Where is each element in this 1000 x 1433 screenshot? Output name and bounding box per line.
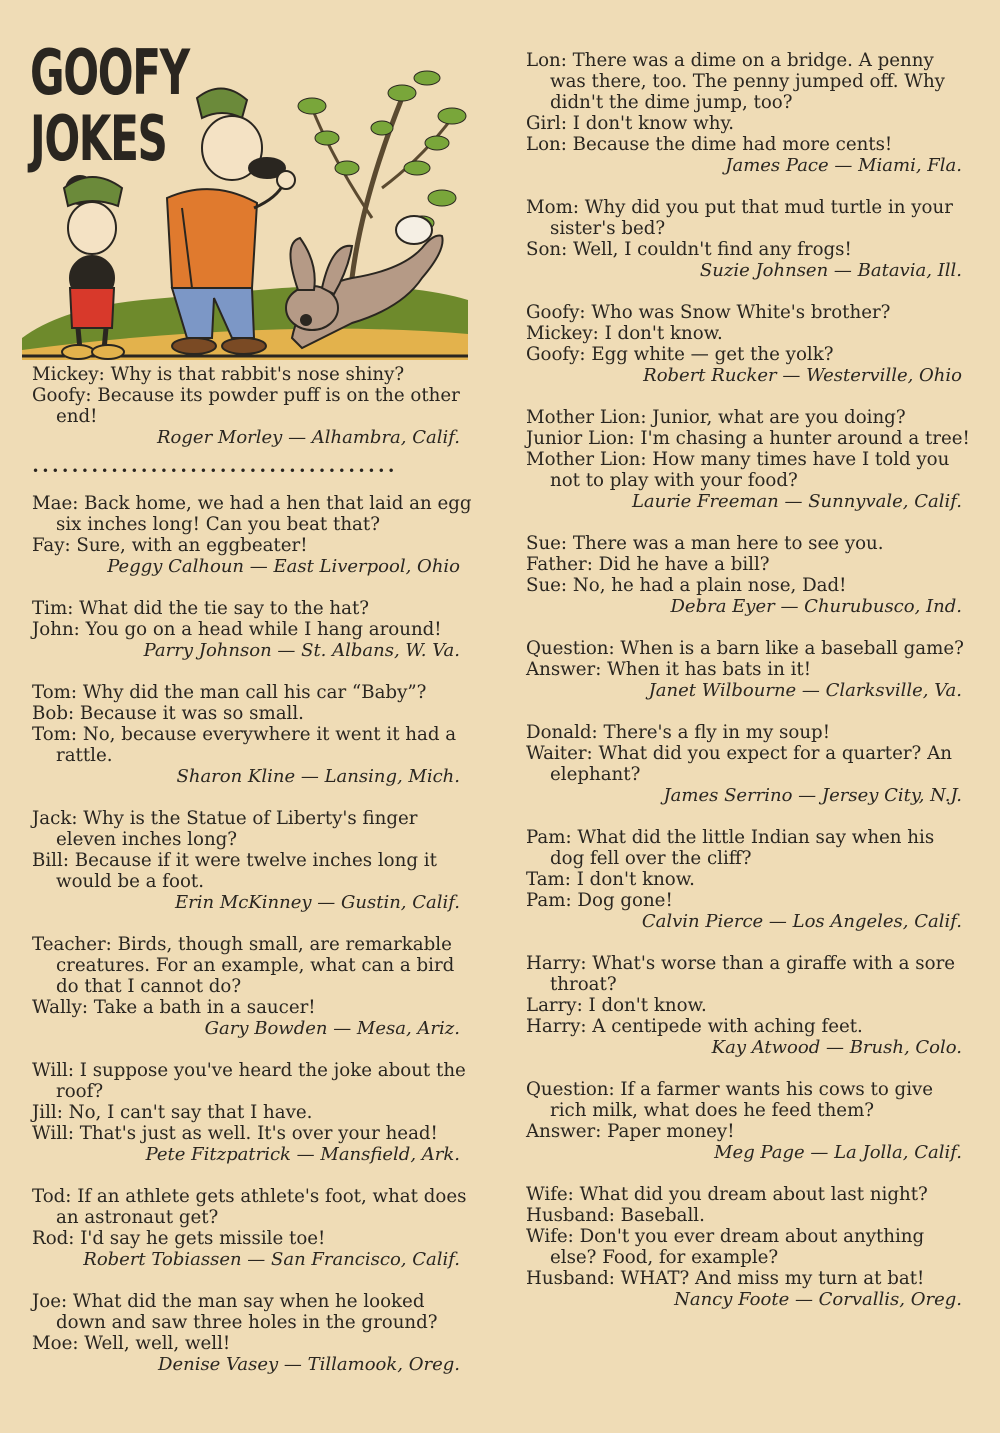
joke-line: Jill: No, I can't say that I have.: [32, 1102, 313, 1123]
joke-line: Tam: I don't know.: [526, 869, 695, 890]
joke: [526, 533, 974, 618]
joke-line: Wally: Take a bath in a saucer!: [32, 997, 316, 1018]
joke-line: Tom: Why did the man call his car “Baby”?: [32, 682, 427, 703]
joke: [32, 1060, 472, 1166]
right-column: [526, 50, 974, 1331]
joke-line: Mae: Back home, we had a hen that laid an egg six inches long! Can you beat that?: [32, 493, 472, 535]
joke-line: Goofy: Egg white — get the yolk?: [526, 344, 834, 365]
joke-line: Son: Well, I couldn't find any frogs!: [526, 239, 852, 260]
joke-line: Question: When is a barn like a baseball game?: [526, 638, 964, 659]
joke-line: Answer: When it has bats in it!: [526, 659, 812, 680]
joke-line: Mickey: Why is that rabbit's nose shiny?: [32, 364, 405, 385]
joke-line: Sue: No, he had a plain nose, Dad!: [526, 575, 847, 596]
joke: [32, 1291, 472, 1376]
joke-line: Pam: What did the little Indian say when his dog fell over the cliff?: [526, 827, 935, 869]
joke-line: Tod: If an athlete gets athlete's foot, what does an astronaut get?: [32, 1186, 467, 1228]
joke-line: Lon: There was a dime on a bridge. A penny was there, too. The penny jumped off. Why didn't the dime jump, too?: [526, 50, 945, 113]
joke-credit: Peggy Calhoun — East Liverpool, Ohio: [107, 556, 460, 577]
joke-line: Question: If a farmer wants his cows to give rich milk, what does he feed them?: [526, 1079, 934, 1121]
joke-credit: Denise Vasey — Tillamook, Oreg.: [158, 1354, 460, 1375]
joke-credit: Pete Fitzpatrick — Mansfield, Ark.: [145, 1144, 460, 1165]
joke-line: Fay: Sure, with an eggbeater!: [32, 535, 308, 556]
joke-line: Goofy: Who was Snow White's brother?: [526, 302, 891, 323]
joke-line: Pam: Dog gone!: [526, 890, 673, 911]
joke: [526, 407, 974, 513]
joke-credit: Nancy Foote — Corvallis, Oreg.: [674, 1289, 962, 1310]
joke: [32, 682, 472, 788]
joke-credit: Calvin Pierce — Los Angeles, Calif.: [641, 911, 962, 932]
joke-line: Waiter: What did you expect for a quarter? An elephant?: [526, 743, 952, 785]
joke-line: Husband: Baseball.: [526, 1205, 705, 1226]
dotted-divider: •••••••••••••••••••••••••••••••••••••: [32, 465, 398, 477]
joke-line: Jack: Why is the Statue of Liberty's finger eleven inches long?: [32, 808, 418, 850]
joke-line: Bob: Because it was so small.: [32, 703, 304, 724]
joke-line: Wife: What did you dream about last night?: [526, 1184, 928, 1205]
left-column: [32, 364, 472, 1396]
joke-line: Tim: What did the tie say to the hat?: [32, 598, 370, 619]
joke: [526, 953, 974, 1059]
joke-credit: James Pace — Miami, Fla.: [725, 155, 962, 176]
joke-credit: Sharon Kline — Lansing, Mich.: [176, 766, 460, 787]
joke: [526, 1079, 974, 1164]
joke-line: Junior Lion: I'm chasing a hunter around a tree!: [526, 428, 970, 449]
joke-credit: Debra Eyer — Churubusco, Ind.: [670, 596, 962, 617]
joke-line: Tom: No, because everywhere it went it had a rattle.: [32, 724, 457, 766]
joke-line: Girl: I don't know why.: [526, 113, 735, 134]
joke-line: Rod: I'd say he gets missile toe!: [32, 1228, 326, 1249]
joke-credit: Robert Rucker — Westerville, Ohio: [643, 365, 962, 386]
joke: [526, 302, 974, 387]
joke-line: Husband: WHAT? And miss my turn at bat!: [526, 1268, 925, 1289]
joke-credit: Kay Atwood — Brush, Colo.: [711, 1037, 962, 1058]
joke-line: Larry: I don't know.: [526, 995, 707, 1016]
joke-line: Teacher: Birds, though small, are remarkable creatures. For an example, what can a bird do that I cannot do?: [32, 934, 455, 997]
title-line-2: JOKES: [30, 102, 167, 175]
joke-credit: Gary Bowden — Mesa, Ariz.: [204, 1018, 460, 1039]
page-title: [30, 36, 189, 175]
joke-line: Mickey: I don't know.: [526, 323, 723, 344]
joke-line: Donald: There's a fly in my soup!: [526, 722, 831, 743]
joke-credit: Erin McKinney — Gustin, Calif.: [175, 892, 460, 913]
joke-credit: Parry Johnson — St. Albans, W. Va.: [143, 640, 460, 661]
joke-line: Will: That's just as well. It's over your head!: [32, 1123, 438, 1144]
joke: [526, 722, 974, 807]
joke-line: Sue: There was a man here to see you.: [526, 533, 884, 554]
joke-line: Bill: Because if it were twelve inches long it would be a foot.: [32, 850, 437, 892]
joke-credit: Roger Morley — Alhambra, Calif.: [157, 427, 460, 448]
joke-line: Father: Did he have a bill?: [526, 554, 770, 575]
joke-line: Mother Lion: Junior, what are you doing?: [526, 407, 906, 428]
joke-line: Harry: A centipede with aching feet.: [526, 1016, 863, 1037]
joke: [32, 598, 472, 662]
joke: [526, 638, 974, 702]
joke-line: Answer: Paper money!: [526, 1121, 735, 1142]
joke: [526, 197, 974, 282]
joke-line: Wife: Don't you ever dream about anything else? Food, for example?: [526, 1226, 925, 1268]
joke-line: Will: I suppose you've heard the joke about the roof?: [32, 1060, 466, 1102]
joke: [32, 808, 472, 914]
joke-credit: Laurie Freeman — Sunnyvale, Calif.: [631, 491, 962, 512]
joke: [32, 364, 472, 449]
joke-credit: Suzie Johnsen — Batavia, Ill.: [699, 260, 962, 281]
joke-line: Mom: Why did you put that mud turtle in your sister's bed?: [526, 197, 953, 239]
joke: [526, 50, 974, 177]
joke-credit: James Serrino — Jersey City, N.J.: [663, 785, 962, 806]
joke: [32, 934, 472, 1040]
joke-line: Moe: Well, well, well!: [32, 1333, 231, 1354]
joke: [32, 1186, 472, 1271]
joke-line: John: You go on a head while I hang around!: [32, 619, 442, 640]
joke: [526, 1184, 974, 1311]
joke-line: Mother Lion: How many times have I told you not to play with your food?: [526, 449, 950, 491]
joke: [526, 827, 974, 933]
joke-credit: Robert Tobiassen — San Francisco, Calif.: [83, 1249, 460, 1270]
joke-line: Lon: Because the dime had more cents!: [526, 134, 893, 155]
joke-credit: Meg Page — La Jolla, Calif.: [714, 1142, 962, 1163]
joke-line: Joe: What did the man say when he looked down and saw three holes in the ground?: [32, 1291, 438, 1333]
joke-credit: Janet Wilbourne — Clarksville, Va.: [648, 680, 962, 701]
title-line-1: GOOFY: [30, 36, 189, 109]
joke-line: Harry: What's worse than a giraffe with a sore throat?: [526, 953, 956, 995]
joke-line: Goofy: Because its powder puff is on the other end!: [32, 385, 460, 427]
joke: [32, 493, 472, 578]
